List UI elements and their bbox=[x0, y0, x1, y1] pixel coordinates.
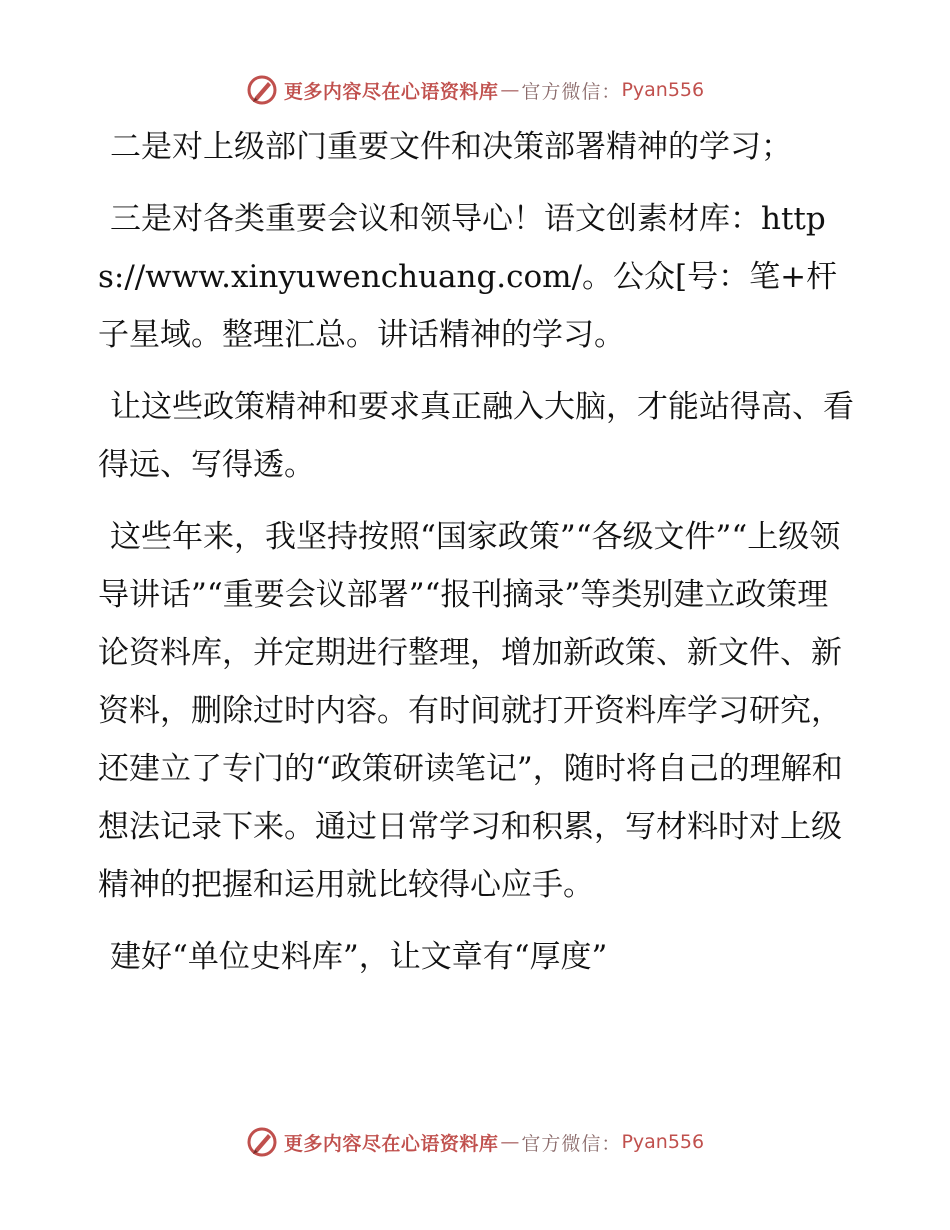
footer-watermark bbox=[0, 1122, 950, 1162]
watermark-dash: — bbox=[500, 1131, 520, 1153]
watermark-id: Pyan556 bbox=[621, 79, 705, 101]
paragraph-5: 建好“单位史料库”，让文章有“厚度” bbox=[110, 939, 608, 975]
watermark-main-text: 更多内容尽在心语资料库 bbox=[283, 1132, 499, 1155]
pen-logo-icon bbox=[246, 74, 278, 106]
header-watermark bbox=[0, 70, 950, 110]
pen-logo-icon bbox=[246, 1126, 278, 1158]
watermark-label: 官方微信： bbox=[521, 80, 622, 103]
body-text bbox=[98, 118, 858, 1000]
watermark-id: Pyan556 bbox=[621, 1131, 705, 1153]
paragraph-2: 三是对各类重要会议和领导心！语文创素材库：https://www.xinyuwenchuang.com/。公众[号：笔+杆子星域。整理汇总。讲话精神的学习。 bbox=[98, 201, 838, 353]
watermark-main-text: 更多内容尽在心语资料库 bbox=[283, 80, 499, 103]
watermark-dash: — bbox=[500, 79, 520, 101]
watermark-label: 官方微信： bbox=[521, 1132, 622, 1155]
paragraph-1: 二是对上级部门重要文件和决策部署精神的学习； bbox=[110, 129, 792, 165]
paragraph-3: 让这些政策精神和要求真正融入大脑，才能站得高、看得远、写得透。 bbox=[98, 389, 854, 483]
paragraph-4: 这些年来，我坚持按照“国家政策”“各级文件”“上级领导讲话”“重要会议部署”“报刊摘录”等类别建立政策理论资料库，并定期进行整理，增加新政策、新文件、新资料，删除过时内容。有时间就打开资料库学习研究，还建立了专门的“政策研读笔记”，随时将自己的理解和想法记录下来。通过日常学习和积累，写材料时对上级精神的把握和运用就比较得心应手。 bbox=[98, 519, 843, 903]
